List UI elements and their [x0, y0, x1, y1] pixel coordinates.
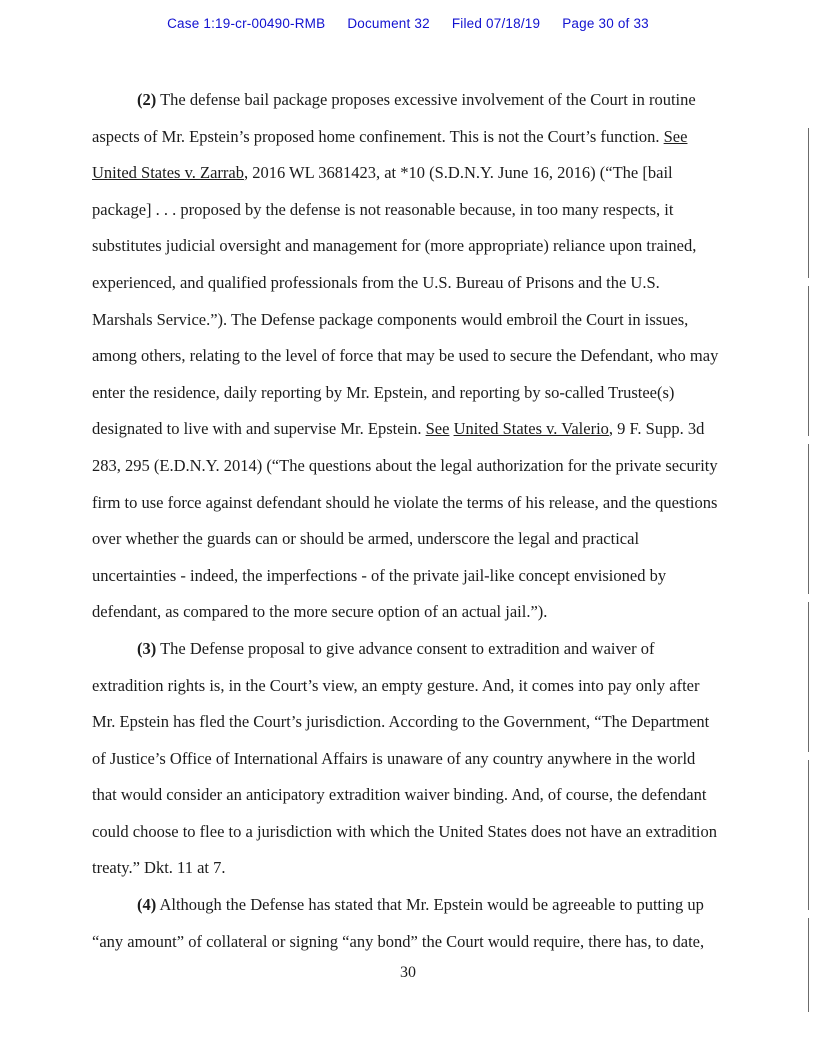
paragraph-number: (2) — [137, 90, 157, 109]
paragraph-number: (3) — [137, 638, 157, 658]
page-number: 30 — [400, 964, 416, 981]
document-body — [92, 82, 720, 960]
header-case-number: Case 1:19-cr-00490-RMB — [167, 16, 326, 31]
body-run: Although the Defense has stated that Mr. Epstein would be agreeable to putting up “any amount” of collateral or signing “any bond” the Court would require, there has, to date, — [92, 895, 705, 951]
paragraph — [92, 82, 720, 631]
header-document-number: Document 32 — [347, 16, 430, 31]
body-run: , 2016 WL 3681423, at *10 (S.D.N.Y. June 16, 2016) (“The [bail package] . . . proposed by the defense is not reasonable because, in too many respects, it substitutes judicial oversight and management for (more appropriate) reliance upon trained, experienced, and qualified professionals from the U.S. Bureau of Prisons and the U.S. Marshals Service.”). The Defense package components would embroil the Court in issues, among others, relating to the level of force that may be used to secure the Defendant, who may enter the residence, daily reporting by Mr. Epstein, and reporting by so-called Trustee(s) designated to live with and supervise Mr. Epstein. — [92, 163, 719, 439]
paragraph-number: (4) — [137, 895, 157, 915]
body-run: The Defense proposal to give advance consent to extradition and waiver of extradition rights is, in the Court’s view, an empty gesture. And, it comes into pay only after Mr. Epstein has fled the Court’s jurisdiction. According to the Government, “The Department of Justice’s Office of International Affairs is unaware of any country anywhere in the world that would consider an anticipatory extradition waiver binding. And, of course, the defendant could choose to flee to a jurisdiction with which the United States does not have an extradition treaty.” Dkt. 11 at 7. — [92, 638, 718, 878]
body-run: The defense bail package proposes excessive involvement of the Court in routine aspects of Mr. Epstein’s proposed home confinement. This is not the Court’s function. — [92, 90, 696, 146]
scan-artifact-line — [808, 128, 809, 1012]
case-header-stamp — [0, 16, 816, 31]
paragraph — [92, 631, 720, 887]
citation-text: See — [425, 419, 450, 439]
citation-text: United States v. Zarrab — [92, 163, 244, 183]
paragraph — [92, 887, 720, 960]
citation-text: United States v. Valerio — [453, 419, 609, 439]
citation-text: See — [663, 126, 688, 146]
header-page-indicator: Page 30 of 33 — [562, 16, 649, 31]
header-filed-date: Filed 07/18/19 — [451, 16, 541, 31]
body-run: , 9 F. Supp. 3d 283, 295 (E.D.N.Y. 2014) (“The questions about the legal authorization for the private security firm to use force against defendant should he violate the terms of his release, and the questions over whether the guards can or should be armed, underscore the legal and practical uncertainties - indeed, the imperfections - of the private jail-like concept envisioned by defendant, as compared to the more secure option of an actual jail.”). — [92, 419, 718, 622]
